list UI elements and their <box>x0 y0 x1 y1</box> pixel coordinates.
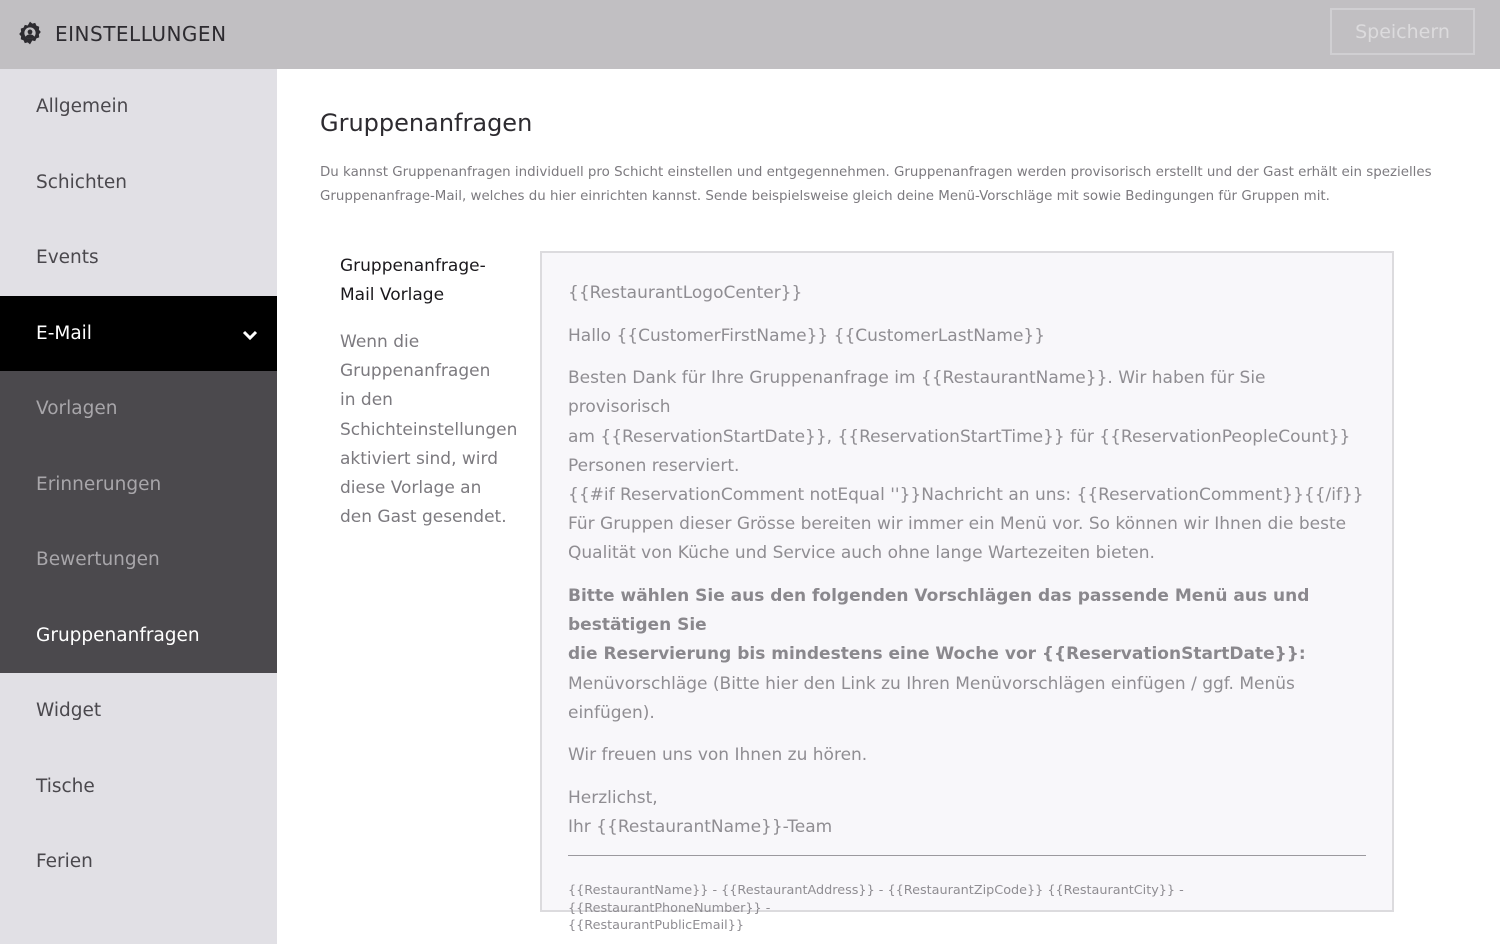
sidebar-item-widget[interactable] <box>0 673 277 749</box>
sidebar-item-label: Schichten <box>36 171 128 193</box>
sidebar-item-schichten[interactable] <box>0 145 277 221</box>
chevron-down-icon <box>242 329 258 341</box>
help-line: in den <box>340 390 393 411</box>
main-content <box>277 69 1500 944</box>
sidebar-item-ferien[interactable] <box>0 824 277 900</box>
sidebar <box>0 69 277 944</box>
help-line: aktiviert sind, wird <box>340 448 499 469</box>
sidebar-item-label: Tische <box>36 775 95 797</box>
template-menu-paragraph: Bitte wählen Sie aus den folgenden Vorschlägen das passende Menü aus und bestätigen Sie die Reservierung bis mindestens eine Woche vor {{ReservationStartDate}}: Menüvorschläge (Bitte hier den Link zu Ihren Menüvorschlägen einfügen / ggf. Menüs einfügen). <box>568 586 1310 723</box>
template-body-paragraph: Besten Dank für Ihre Gruppenanfrage im {{RestaurantName}}. Wir haben für Sie provisorisch am {{ReservationStartDate}}, {{ReservationStartTime}} für {{ReservationPeopleCount}} Personen reserviert. {{#if ReservationComment notEqual ''}}Nachricht an uns: {{ReservationComment}}{{/if}} Für Gruppen dieser Grösse bereiten wir immer ein Menü vor. So können wir Ihnen die beste Qualität von Küche und Service auch ohne lange Wartezeiten bieten. <box>568 368 1364 564</box>
sidebar-item-email[interactable] <box>0 296 277 372</box>
page-title: Gruppenanfragen <box>320 109 533 137</box>
sidebar-item-label: E-Mail <box>36 322 92 344</box>
help-line: Wenn die <box>340 332 420 352</box>
template-footer: {{RestaurantName}} - {{RestaurantAddress}} - {{RestaurantZipCode}} {{RestaurantCity}} - {{RestaurantPhoneNumber}} - {{RestaurantPublicEmail}} <box>568 883 1184 934</box>
template-divider <box>568 855 1366 856</box>
field-help-text <box>340 328 530 532</box>
sidebar-item-label: Events <box>36 247 99 269</box>
sidebar-item-gruppenanfragen[interactable] <box>0 598 277 674</box>
sidebar-item-label: Erinnerungen <box>36 473 162 495</box>
sidebar-item-label: Allgemein <box>36 96 129 118</box>
sidebar-item-label: Ferien <box>36 851 93 873</box>
help-line: diese Vorlage an <box>340 478 482 499</box>
template-bold-text: die Reservierung bis mindestens eine Woche vor {{ReservationStartDate}}: <box>568 644 1306 665</box>
field-label <box>340 252 520 310</box>
field-label-line: Mail Vorlage <box>340 285 445 305</box>
save-button[interactable]: Speichern <box>1330 8 1475 55</box>
template-greeting: Hallo {{CustomerFirstName}} {{CustomerLastName}} <box>568 325 1046 346</box>
field-label-line: Gruppenanfrage- <box>340 256 486 276</box>
sidebar-item-erinnerungen[interactable] <box>0 447 277 523</box>
top-bar <box>0 0 1500 69</box>
sidebar-item-vorlagen[interactable] <box>0 371 277 447</box>
page-header-title: EINSTELLUNGEN <box>55 22 227 46</box>
page-description: Du kannst Gruppenanfragen individuell pro Schicht einstellen und entgegennehmen. Gruppenanfragen werden provisorisch erstellt und der Gast erhält ein spezielles Gruppenanfrage-Mail, welches du hier einrichten kannst. Sende beispielsweise gleich deine Menü-Vorschläge mit sowie Bedingungen für Gruppen mit. <box>320 165 1432 204</box>
help-line: Schichteinstellungen <box>340 419 518 440</box>
sidebar-item-allgemein[interactable] <box>0 69 277 145</box>
sidebar-item-label: Bewertungen <box>36 549 160 571</box>
sidebar-item-label: Gruppenanfragen <box>36 624 200 646</box>
sidebar-item-bewertungen[interactable] <box>0 522 277 598</box>
template-logo-placeholder: {{RestaurantLogoCenter}} <box>568 283 803 303</box>
help-line: den Gast gesendet. <box>340 507 507 528</box>
template-bold-text: Bitte wählen Sie aus den folgenden Vorschlägen das passende Menü aus und bestätigen Sie <box>568 586 1310 636</box>
sidebar-item-label: Widget <box>36 700 102 722</box>
template-signoff: Herzlichst, Ihr {{RestaurantName}}-Team <box>568 788 833 838</box>
sidebar-item-tische[interactable] <box>0 749 277 825</box>
help-line: Gruppenanfragen <box>340 361 491 382</box>
sidebar-item-label: Vorlagen <box>36 398 118 420</box>
gear-icon <box>17 20 43 46</box>
email-template-editor[interactable] <box>540 251 1394 934</box>
sidebar-item-events[interactable] <box>0 220 277 296</box>
template-closing: Wir freuen uns von Ihnen zu hören. <box>568 745 868 766</box>
